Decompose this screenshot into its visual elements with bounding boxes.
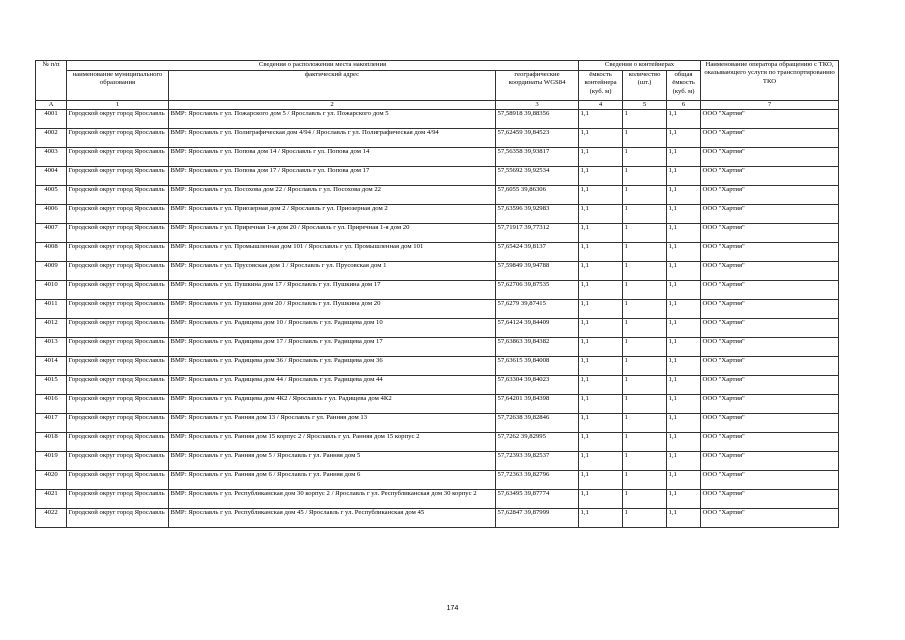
cell-total: 1,1	[667, 471, 701, 490]
cell-num: 4021	[36, 490, 67, 509]
cell-total: 1,1	[667, 300, 701, 319]
cell-address: ВМР: Ярославль г ул. Радищева дом 44 / Ярославль г ул. Радищева дом 44	[169, 376, 496, 395]
table-row	[36, 262, 839, 281]
cell-municipality: Городской округ город Ярославль	[67, 167, 169, 186]
cell-count: 1	[623, 110, 667, 129]
cell-num: 4004	[36, 167, 67, 186]
table-row	[36, 471, 839, 490]
cell-count: 1	[623, 167, 667, 186]
cell-total: 1,1	[667, 357, 701, 376]
cell-coords: 57,55692 39,92534	[496, 167, 579, 186]
cell-coords: 57,64124 39,84409	[496, 319, 579, 338]
column-index: 2	[169, 101, 496, 110]
cell-num: 4005	[36, 186, 67, 205]
table-row	[36, 300, 839, 319]
cell-address: ВМР: Ярославль г ул. Прусовская дом 1 / Ярославль г ул. Прусовская дом 1	[169, 262, 496, 281]
cell-total: 1,1	[667, 338, 701, 357]
cell-total: 1,1	[667, 395, 701, 414]
cell-num: 4002	[36, 129, 67, 148]
cell-count: 1	[623, 281, 667, 300]
cell-capacity: 1,1	[579, 338, 623, 357]
cell-num: 4019	[36, 452, 67, 471]
cell-count: 1	[623, 186, 667, 205]
header-location-group: Сведения о расположении места накопления	[67, 61, 579, 71]
cell-operator: ООО "Хартия"	[701, 300, 839, 319]
cell-address: ВМР: Ярославль г ул. Посохова дом 22 / Ярославль г ул. Посохова дом 22	[169, 186, 496, 205]
table-body	[36, 110, 839, 528]
cell-count: 1	[623, 205, 667, 224]
cell-coords: 57,63495 39,87774	[496, 490, 579, 509]
header-municipality: наименование муниципального образования	[67, 71, 169, 101]
cell-total: 1,1	[667, 148, 701, 167]
table-row	[36, 186, 839, 205]
table-row	[36, 490, 839, 509]
cell-capacity: 1,1	[579, 433, 623, 452]
cell-operator: ООО "Хартия"	[701, 376, 839, 395]
cell-capacity: 1,1	[579, 129, 623, 148]
cell-total: 1,1	[667, 129, 701, 148]
cell-capacity: 1,1	[579, 509, 623, 528]
cell-count: 1	[623, 490, 667, 509]
cell-address: ВМР: Ярославль г ул. Радищева дом 4К2 / Ярославль г ул. Радищева дом 4К2	[169, 395, 496, 414]
cell-operator: ООО "Хартия"	[701, 262, 839, 281]
cell-count: 1	[623, 509, 667, 528]
cell-count: 1	[623, 262, 667, 281]
cell-total: 1,1	[667, 319, 701, 338]
cell-municipality: Городской округ город Ярославль	[67, 414, 169, 433]
column-index: 6	[667, 101, 701, 110]
table-row	[36, 110, 839, 129]
cell-address: ВМР: Ярославль г ул. Попова дом 14 / Ярославль г ул. Попова дом 14	[169, 148, 496, 167]
cell-count: 1	[623, 319, 667, 338]
cell-coords: 57,63863 39,84382	[496, 338, 579, 357]
cell-num: 4015	[36, 376, 67, 395]
cell-count: 1	[623, 129, 667, 148]
cell-num: 4011	[36, 300, 67, 319]
cell-total: 1,1	[667, 376, 701, 395]
cell-coords: 57,64201 39,84398	[496, 395, 579, 414]
table-row	[36, 224, 839, 243]
table-row	[36, 376, 839, 395]
cell-operator: ООО "Хартия"	[701, 357, 839, 376]
cell-operator: ООО "Хартия"	[701, 452, 839, 471]
cell-total: 1,1	[667, 110, 701, 129]
cell-num: 4012	[36, 319, 67, 338]
cell-count: 1	[623, 357, 667, 376]
cell-operator: ООО "Хартия"	[701, 205, 839, 224]
cell-total: 1,1	[667, 243, 701, 262]
cell-address: ВМР: Ярославль г ул. Ранняя дом 5 / Ярославль г ул. Ранняя дом 5	[169, 452, 496, 471]
cell-municipality: Городской округ город Ярославль	[67, 490, 169, 509]
cell-count: 1	[623, 471, 667, 490]
cell-address: ВМР: Ярославль г ул. Радищева дом 10 / Ярославль г ул. Радищева дом 10	[169, 319, 496, 338]
table-row	[36, 281, 839, 300]
cell-coords: 57,63596 39,92983	[496, 205, 579, 224]
cell-total: 1,1	[667, 262, 701, 281]
cell-capacity: 1,1	[579, 281, 623, 300]
column-index: А	[36, 101, 67, 110]
cell-address: ВМР: Ярославль г ул. Ранняя дом 13 / Ярославль г ул. Ранняя дом 13	[169, 414, 496, 433]
column-index: 4	[579, 101, 623, 110]
cell-total: 1,1	[667, 433, 701, 452]
cell-count: 1	[623, 300, 667, 319]
cell-count: 1	[623, 395, 667, 414]
cell-count: 1	[623, 148, 667, 167]
cell-municipality: Городской округ город Ярославль	[67, 186, 169, 205]
cell-address: ВМР: Ярославль г ул. Радищева дом 36 / Ярославль г ул. Радищева дом 36	[169, 357, 496, 376]
cell-operator: ООО "Хартия"	[701, 129, 839, 148]
cell-count: 1	[623, 224, 667, 243]
cell-count: 1	[623, 433, 667, 452]
cell-coords: 57,72363 39,82796	[496, 471, 579, 490]
table-row	[36, 167, 839, 186]
cell-capacity: 1,1	[579, 243, 623, 262]
cell-capacity: 1,1	[579, 395, 623, 414]
cell-operator: ООО "Хартия"	[701, 167, 839, 186]
cell-capacity: 1,1	[579, 167, 623, 186]
cell-municipality: Городской округ город Ярославль	[67, 509, 169, 528]
cell-address: ВМР: Ярославль г ул. Ранняя дом 6 / Ярославль г ул. Ранняя дом 6	[169, 471, 496, 490]
cell-operator: ООО "Хартия"	[701, 509, 839, 528]
cell-operator: ООО "Хартия"	[701, 433, 839, 452]
cell-total: 1,1	[667, 167, 701, 186]
cell-municipality: Городской округ город Ярославль	[67, 281, 169, 300]
cell-municipality: Городской округ город Ярославль	[67, 224, 169, 243]
cell-num: 4018	[36, 433, 67, 452]
table-row	[36, 205, 839, 224]
table-row	[36, 338, 839, 357]
cell-coords: 57,56358 39,93817	[496, 148, 579, 167]
cell-municipality: Городской округ город Ярославль	[67, 319, 169, 338]
cell-capacity: 1,1	[579, 376, 623, 395]
column-index: 3	[496, 101, 579, 110]
cell-count: 1	[623, 414, 667, 433]
cell-capacity: 1,1	[579, 186, 623, 205]
cell-capacity: 1,1	[579, 205, 623, 224]
cell-capacity: 1,1	[579, 452, 623, 471]
cell-num: 4003	[36, 148, 67, 167]
cell-total: 1,1	[667, 224, 701, 243]
cell-capacity: 1,1	[579, 414, 623, 433]
cell-operator: ООО "Хартия"	[701, 243, 839, 262]
header-capacity: ёмкость контейнера (куб. м)	[579, 71, 623, 101]
cell-total: 1,1	[667, 281, 701, 300]
table-row	[36, 148, 839, 167]
cell-municipality: Городской округ город Ярославль	[67, 262, 169, 281]
cell-capacity: 1,1	[579, 319, 623, 338]
cell-coords: 57,59849 39,94788	[496, 262, 579, 281]
cell-total: 1,1	[667, 186, 701, 205]
cell-municipality: Городской округ город Ярославль	[67, 471, 169, 490]
cell-municipality: Городской округ город Ярославль	[67, 376, 169, 395]
cell-municipality: Городской округ город Ярославль	[67, 148, 169, 167]
cell-municipality: Городской округ город Ярославль	[67, 357, 169, 376]
cell-operator: ООО "Хартия"	[701, 414, 839, 433]
cell-municipality: Городской округ город Ярославль	[67, 338, 169, 357]
cell-coords: 57,6279 39,87415	[496, 300, 579, 319]
cell-address: ВМР: Ярославль г ул. Пушкина дом 17 / Ярославль г ул. Пушкина дом 17	[169, 281, 496, 300]
cell-municipality: Городской округ город Ярославль	[67, 433, 169, 452]
cell-coords: 57,6055 39,86306	[496, 186, 579, 205]
cell-num: 4009	[36, 262, 67, 281]
waste-sites-table	[35, 60, 839, 528]
cell-coords: 57,65424 39,8137	[496, 243, 579, 262]
header-num: № п/п	[36, 61, 67, 101]
table-row	[36, 357, 839, 376]
cell-address: ВМР: Ярославль г ул. Попова дом 17 / Ярославль г ул. Попова дом 17	[169, 167, 496, 186]
cell-total: 1,1	[667, 490, 701, 509]
header-address: фактический адрес	[169, 71, 496, 101]
cell-coords: 57,62459 39,84523	[496, 129, 579, 148]
page-number: 174	[446, 605, 459, 612]
cell-coords: 57,72393 39,82537	[496, 452, 579, 471]
cell-num: 4016	[36, 395, 67, 414]
cell-num: 4022	[36, 509, 67, 528]
cell-address: ВМР: Ярославль г ул. Полиграфическая дом 4/94 / Ярославль г ул. Полиграфическая дом 4/94	[169, 129, 496, 148]
cell-operator: ООО "Хартия"	[701, 338, 839, 357]
cell-count: 1	[623, 376, 667, 395]
cell-address: ВМР: Ярославль г ул. Пожарского дом 5 / Ярославль г ул. Пожарского дом 5	[169, 110, 496, 129]
cell-num: 4014	[36, 357, 67, 376]
table-row	[36, 433, 839, 452]
cell-total: 1,1	[667, 414, 701, 433]
cell-coords: 57,62706 39,87535	[496, 281, 579, 300]
column-index-row	[36, 101, 839, 110]
cell-address: ВМР: Ярославль г ул. Радищева дом 17 / Ярославль г ул. Радищева дом 17	[169, 338, 496, 357]
table-row	[36, 129, 839, 148]
cell-num: 4008	[36, 243, 67, 262]
cell-coords: 57,62847 39,87999	[496, 509, 579, 528]
cell-municipality: Городской округ город Ярославль	[67, 110, 169, 129]
column-index: 7	[701, 101, 839, 110]
cell-operator: ООО "Хартия"	[701, 471, 839, 490]
cell-operator: ООО "Хартия"	[701, 490, 839, 509]
table-row	[36, 452, 839, 471]
header-total: общая ёмкость (куб. м)	[667, 71, 701, 101]
cell-capacity: 1,1	[579, 300, 623, 319]
cell-capacity: 1,1	[579, 110, 623, 129]
cell-operator: ООО "Хартия"	[701, 319, 839, 338]
cell-num: 4013	[36, 338, 67, 357]
cell-operator: ООО "Хартия"	[701, 148, 839, 167]
cell-num: 4007	[36, 224, 67, 243]
cell-coords: 57,72638 39,82846	[496, 414, 579, 433]
header-containers-group: Сведения о контейнерах	[579, 61, 701, 71]
cell-coords: 57,71917 39,77312	[496, 224, 579, 243]
cell-address: ВМР: Ярославль г ул. Республиканская дом 45 / Ярославль г ул. Республиканская дом 45	[169, 509, 496, 528]
table-row	[36, 243, 839, 262]
cell-municipality: Городской округ город Ярославль	[67, 205, 169, 224]
cell-coords: 57,7262 39,82995	[496, 433, 579, 452]
cell-count: 1	[623, 452, 667, 471]
cell-capacity: 1,1	[579, 490, 623, 509]
cell-municipality: Городской округ город Ярославль	[67, 395, 169, 414]
cell-address: ВМР: Ярославль г ул. Приозерная дом 2 / Ярославль г ул. Приозерная дом 2	[169, 205, 496, 224]
cell-num: 4001	[36, 110, 67, 129]
cell-operator: ООО "Хартия"	[701, 224, 839, 243]
cell-num: 4010	[36, 281, 67, 300]
cell-municipality: Городской округ город Ярославль	[67, 300, 169, 319]
cell-operator: ООО "Хартия"	[701, 110, 839, 129]
cell-count: 1	[623, 338, 667, 357]
header-count: количество (шт.)	[623, 71, 667, 101]
cell-capacity: 1,1	[579, 262, 623, 281]
cell-capacity: 1,1	[579, 224, 623, 243]
table-row	[36, 395, 839, 414]
cell-municipality: Городской округ город Ярославль	[67, 129, 169, 148]
cell-num: 4017	[36, 414, 67, 433]
cell-address: ВМР: Ярославль г ул. Республиканская дом 30 корпус 2 / Ярославль г ул. Республиканская дом 30 корпус 2	[169, 490, 496, 509]
table-header	[36, 61, 839, 110]
cell-capacity: 1,1	[579, 148, 623, 167]
cell-operator: ООО "Хартия"	[701, 186, 839, 205]
cell-municipality: Городской округ город Ярославль	[67, 243, 169, 262]
cell-address: ВМР: Ярославль г ул. Приречная 1-я дом 20 / Ярославль г ул. Приречная 1-я дом 20	[169, 224, 496, 243]
cell-coords: 57,63304 39,84023	[496, 376, 579, 395]
cell-capacity: 1,1	[579, 471, 623, 490]
cell-capacity: 1,1	[579, 357, 623, 376]
column-index: 1	[67, 101, 169, 110]
cell-operator: ООО "Хартия"	[701, 395, 839, 414]
table-row	[36, 509, 839, 528]
cell-municipality: Городской округ город Ярославль	[67, 452, 169, 471]
header-operator: Наименование оператора обращению с ТКО, оказывающего услуги по транспортированию ТКО	[701, 61, 839, 101]
table-row	[36, 414, 839, 433]
cell-coords: 57,63615 39,84008	[496, 357, 579, 376]
column-index: 5	[623, 101, 667, 110]
cell-total: 1,1	[667, 452, 701, 471]
cell-address: ВМР: Ярославль г ул. Промышленная дом 101 / Ярославль г ул. Промышленная дом 101	[169, 243, 496, 262]
cell-num: 4020	[36, 471, 67, 490]
cell-operator: ООО "Хартия"	[701, 281, 839, 300]
header-coords: географические координаты WGS84	[496, 71, 579, 101]
cell-total: 1,1	[667, 205, 701, 224]
cell-num: 4006	[36, 205, 67, 224]
cell-coords: 57,58918 39,88356	[496, 110, 579, 129]
table-row	[36, 319, 839, 338]
cell-address: ВМР: Ярославль г ул. Ранняя дом 15 корпус 2 / Ярославль г ул. Ранняя дом 15 корпус 2	[169, 433, 496, 452]
cell-address: ВМР: Ярославль г ул. Пушкина дом 20 / Ярославль г ул. Пушкина дом 20	[169, 300, 496, 319]
cell-total: 1,1	[667, 509, 701, 528]
cell-count: 1	[623, 243, 667, 262]
